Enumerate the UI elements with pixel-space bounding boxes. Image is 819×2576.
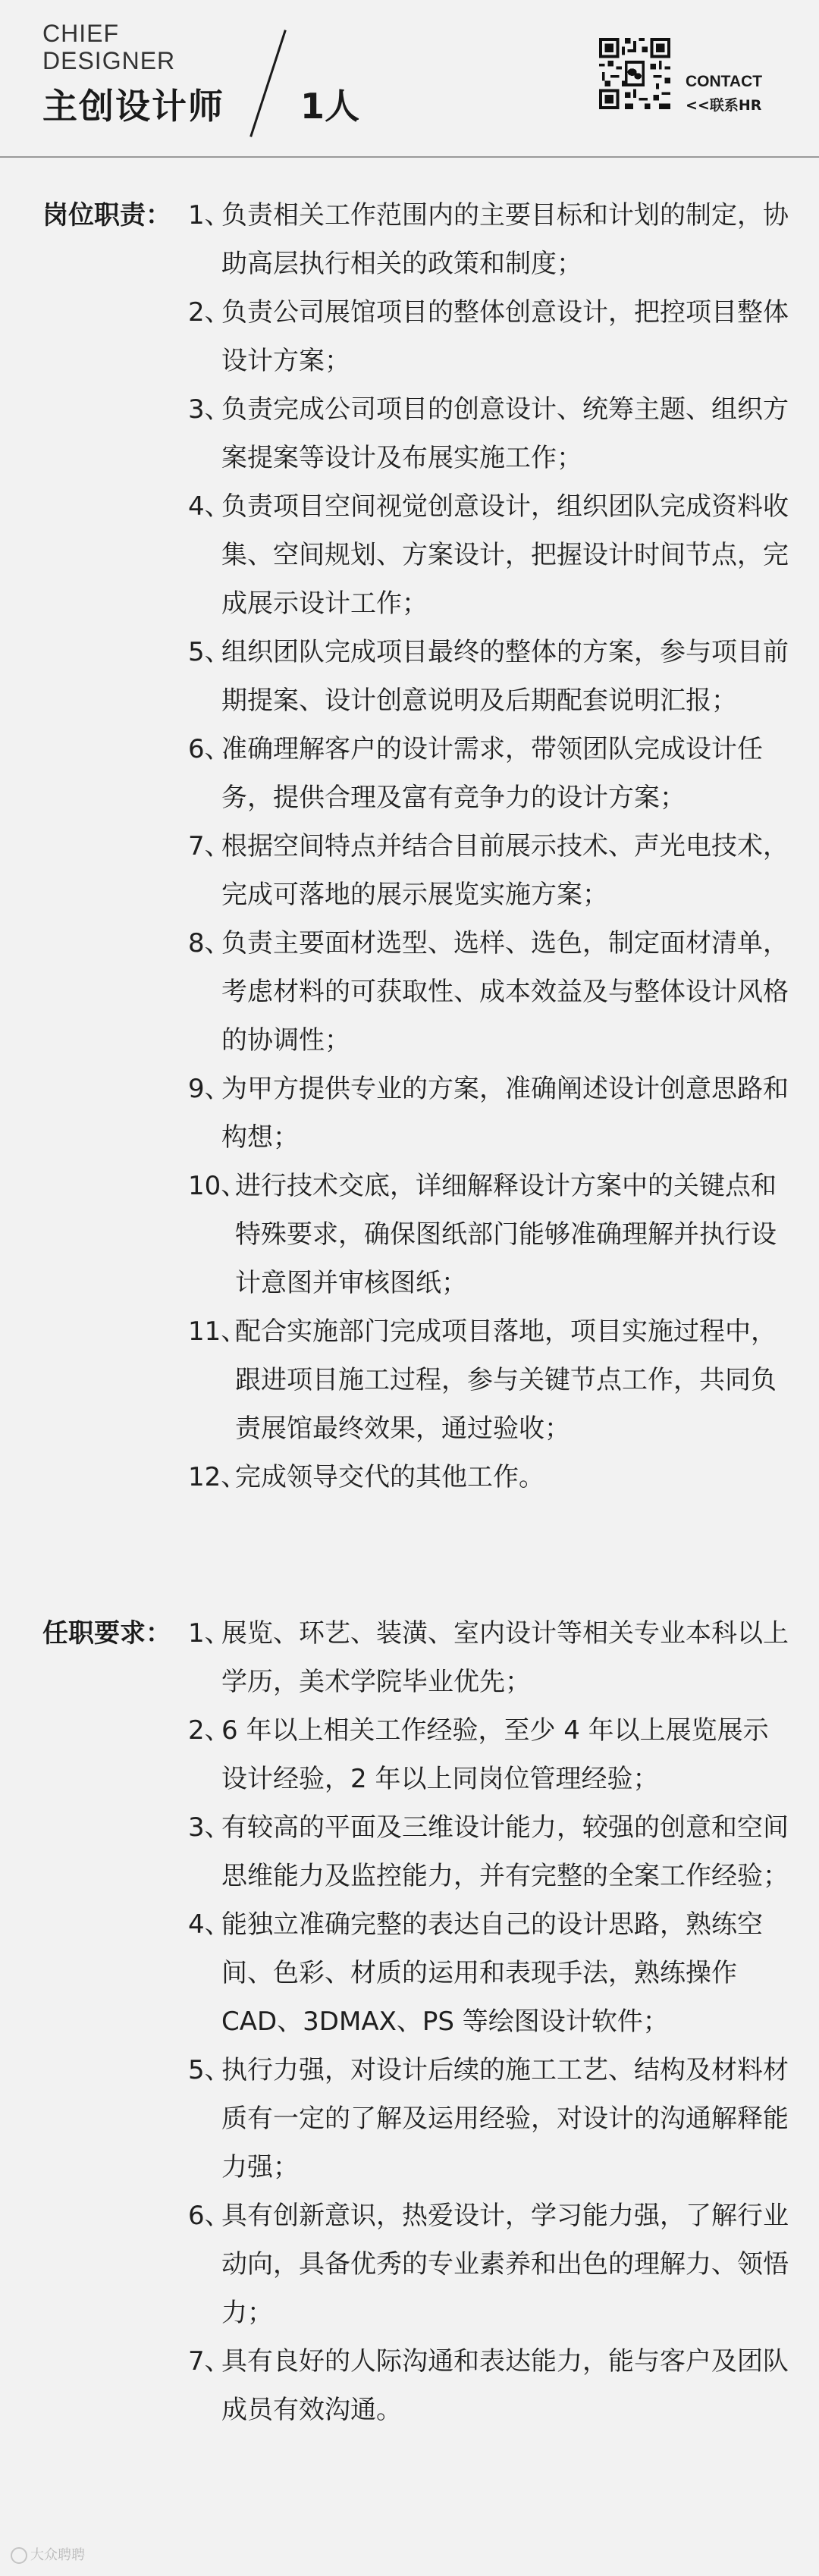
responsibility-item <box>188 1065 789 1162</box>
item-text: 负责相关工作范围内的主要目标和计划的制定，协助高层执行相关的政策和制度； <box>221 200 789 279</box>
item-text: 执行力强，对设计后续的施工工艺、结构及材料材质有一定的了解及运用经验，对设计的沟通解释能力强； <box>221 2055 789 2182</box>
item-number: 10、 <box>188 1171 247 1201</box>
responsibility-item <box>188 822 789 919</box>
header <box>0 0 819 159</box>
item-text: 负责公司展馆项目的整体创意设计，把控项目整体设计方案； <box>221 297 789 376</box>
item-number: 7、 <box>188 831 231 861</box>
responsibility-item <box>188 628 789 725</box>
item-number: 1、 <box>188 200 231 231</box>
english-title-line1: CHIEF <box>42 20 119 47</box>
item-number: 6、 <box>188 2201 231 2231</box>
item-number: 4、 <box>188 491 231 522</box>
responsibility-item <box>188 1307 789 1453</box>
item-number: 12、 <box>188 1462 247 1492</box>
responsibilities-list <box>188 191 789 1501</box>
item-text: 为甲方提供专业的方案，准确阐述设计创意思路和构想； <box>221 1074 789 1153</box>
item-text: 根据空间特点并结合目前展示技术、声光电技术，完成可落地的展示展览实施方案； <box>221 831 789 910</box>
requirement-item <box>188 1609 789 1706</box>
watermark <box>11 2544 85 2564</box>
item-number: 3、 <box>188 1812 231 1843</box>
responsibility-item <box>188 1453 789 1501</box>
item-text: 有较高的平面及三维设计能力，较强的创意和空间思维能力及监控能力，并有完整的全案工作经验； <box>221 1812 789 1891</box>
requirement-item <box>188 1706 789 1803</box>
item-text: 具有创新意识，热爱设计，学习能力强，了解行业动向，具备优秀的专业素养和出色的理解力、领悟力； <box>221 2201 789 2328</box>
item-text: 负责项目空间视觉创意设计，组织团队完成资料收集、空间规划、方案设计，把握设计时间节点，完成展示设计工作； <box>221 491 789 619</box>
responsibility-item <box>188 725 789 822</box>
item-number: 6、 <box>188 734 231 764</box>
watermark-logo-icon <box>11 2547 27 2564</box>
item-text: 完成领导交代的其他工作。 <box>235 1462 544 1492</box>
item-text: 能独立准确完整的表达自己的设计思路，熟练空间、色彩、材质的运用和表现手法，熟练操作 CAD、3DMAX、PS 等绘图设计软件； <box>221 1909 763 2037</box>
responsibility-item <box>188 288 789 385</box>
slash-divider <box>249 30 287 137</box>
contact-label[interactable]: CONTACT <box>686 73 763 90</box>
item-number: 7、 <box>188 2346 231 2377</box>
watermark-text: 大众聘聘 <box>30 2547 85 2563</box>
requirements-list <box>188 1609 789 2434</box>
item-text: 配合实施部门完成项目落地，项目实施过程中，跟进项目施工过程，参与关键节点工作，共同负责展馆最终效果，通过验收； <box>235 1316 777 1444</box>
item-number: 5、 <box>188 2055 231 2085</box>
item-number: 11、 <box>188 1316 247 1347</box>
item-text: 6 年以上相关工作经验，至少 4 年以上展览展示设计经验，2 年以上同岗位管理经验； <box>221 1715 769 1794</box>
qr-code-icon[interactable] <box>599 38 670 109</box>
requirement-item <box>188 2192 789 2337</box>
item-number: 5、 <box>188 637 231 667</box>
item-number: 2、 <box>188 1715 231 1746</box>
item-text: 负责主要面材选型、选样、选色，制定面材清单，考虑材料的可获取性、成本效益及与整体设计风格的协调性； <box>221 928 789 1056</box>
header-divider <box>0 156 819 158</box>
responsibilities-label: 岗位职责： <box>42 200 171 231</box>
item-text: 组织团队完成项目最终的整体的方案，参与项目前期提案、设计创意说明及后期配套说明汇报； <box>221 637 789 716</box>
item-text: 展览、环艺、装潢、室内设计等相关专业本科以上学历，美术学院毕业优先； <box>221 1618 789 1697</box>
item-number: 4、 <box>188 1909 231 1940</box>
responsibility-item <box>188 919 789 1065</box>
item-text: 具有良好的人际沟通和表达能力，能与客户及团队成员有效沟通。 <box>221 2346 789 2425</box>
contact-hr-link[interactable]: <<联系HR <box>686 97 762 114</box>
requirement-item <box>188 2337 789 2434</box>
item-number: 3、 <box>188 394 231 425</box>
responsibility-item <box>188 191 789 288</box>
item-number: 2、 <box>188 297 231 328</box>
item-number: 8、 <box>188 928 231 959</box>
item-number: 9、 <box>188 1074 231 1104</box>
requirement-item <box>188 2046 789 2192</box>
item-text: 准确理解客户的设计需求，带领团队完成设计任务，提供合理及富有竞争力的设计方案； <box>221 734 763 813</box>
job-title: 主创设计师 <box>42 86 224 127</box>
responsibility-item <box>188 482 789 628</box>
item-number: 1、 <box>188 1618 231 1649</box>
item-text: 进行技术交底，详细解释设计方案中的关键点和特殊要求，确保图纸部门能够准确理解并执行设计意图并审核图纸； <box>235 1171 777 1298</box>
responsibility-item <box>188 1162 789 1307</box>
responsibility-item <box>188 385 789 482</box>
requirement-item <box>188 1900 789 2046</box>
english-title-line2: DESIGNER <box>42 47 176 74</box>
requirements-label: 任职要求： <box>42 1618 171 1649</box>
item-text: 负责完成公司项目的创意设计、统筹主题、组织方案提案等设计及布展实施工作； <box>221 394 789 473</box>
headcount: 1人 <box>300 86 360 127</box>
requirement-item <box>188 1803 789 1900</box>
